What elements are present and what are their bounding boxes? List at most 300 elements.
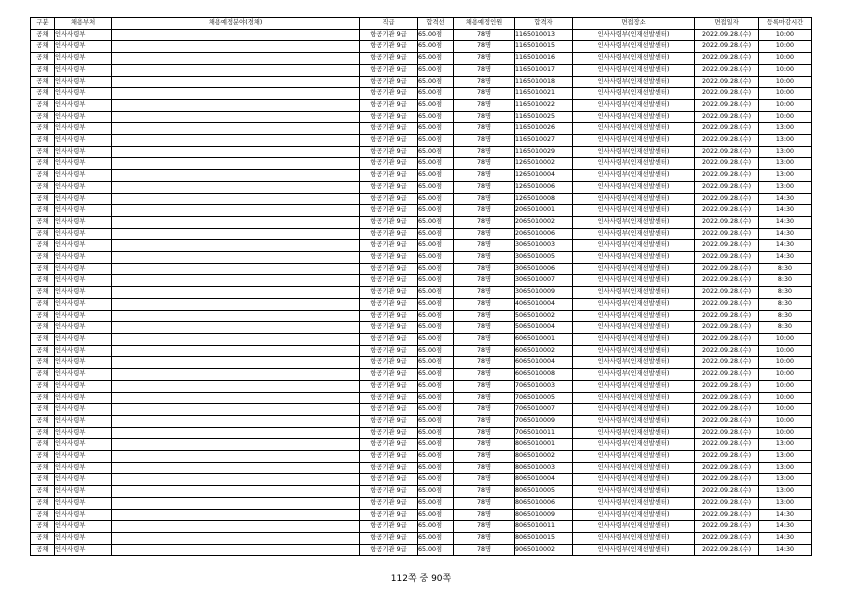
cell-grade: 항공기관 9급 bbox=[360, 298, 418, 310]
table-row bbox=[31, 53, 812, 65]
cell-planned-count: 78명 bbox=[454, 216, 515, 228]
cell-applicant-id: 9065010002 bbox=[515, 544, 573, 556]
cell-interview-date: 2022.09.28.(수) bbox=[695, 532, 759, 544]
cell-type: 공채 bbox=[31, 240, 55, 252]
cell-field bbox=[112, 298, 360, 310]
cell-applicant-id: 8065010009 bbox=[515, 509, 573, 521]
cell-field bbox=[112, 357, 360, 369]
table-row bbox=[31, 380, 812, 392]
cell-grade: 항공기관 9급 bbox=[360, 357, 418, 369]
cell-planned-count: 78명 bbox=[454, 41, 515, 53]
cell-cutoff: 65.00점 bbox=[418, 263, 454, 275]
table-header-row bbox=[31, 18, 812, 30]
cell-planned-count: 78명 bbox=[454, 228, 515, 240]
table-row bbox=[31, 322, 812, 334]
cell-applicant-id: 1165010018 bbox=[515, 76, 573, 88]
cell-applicant-id: 8065010004 bbox=[515, 474, 573, 486]
cell-cutoff: 65.00점 bbox=[418, 287, 454, 299]
cell-interview-place: 인사사령부(인재선발센터) bbox=[573, 474, 695, 486]
cell-grade: 항공기관 9급 bbox=[360, 439, 418, 451]
cell-deadline: 13:00 bbox=[759, 451, 812, 463]
cell-applicant-id: 6065010004 bbox=[515, 357, 573, 369]
cell-type: 공채 bbox=[31, 252, 55, 264]
cell-applicant-id: 8065010002 bbox=[515, 451, 573, 463]
cell-grade: 항공기관 9급 bbox=[360, 287, 418, 299]
cell-deadline: 10:00 bbox=[759, 29, 812, 41]
cell-grade: 항공기관 9급 bbox=[360, 228, 418, 240]
cell-interview-date: 2022.09.28.(수) bbox=[695, 474, 759, 486]
cell-field bbox=[112, 439, 360, 451]
table-row bbox=[31, 333, 812, 345]
cell-interview-place: 인사사령부(인재선발센터) bbox=[573, 333, 695, 345]
cell-grade: 항공기관 9급 bbox=[360, 345, 418, 357]
cell-field bbox=[112, 263, 360, 275]
cell-applicant-id: 1165010021 bbox=[515, 88, 573, 100]
cell-planned-count: 78명 bbox=[454, 345, 515, 357]
cell-deadline: 10:00 bbox=[759, 88, 812, 100]
cell-interview-place: 인사사령부(인재선발센터) bbox=[573, 135, 695, 147]
cell-applicant-id: 7065010003 bbox=[515, 380, 573, 392]
page-indicator: 112쪽 중 90쪽 bbox=[390, 574, 452, 584]
cell-field bbox=[112, 345, 360, 357]
cell-type: 공채 bbox=[31, 333, 55, 345]
cell-deadline: 10:00 bbox=[759, 76, 812, 88]
cell-planned-count: 78명 bbox=[454, 427, 515, 439]
cell-interview-date: 2022.09.28.(수) bbox=[695, 345, 759, 357]
cell-interview-date: 2022.09.28.(수) bbox=[695, 99, 759, 111]
cell-planned-count: 78명 bbox=[454, 205, 515, 217]
cell-applicant-id: 1165010013 bbox=[515, 29, 573, 41]
header-cutoff: 합격선 bbox=[418, 18, 454, 30]
cell-planned-count: 78명 bbox=[454, 404, 515, 416]
cell-planned-count: 78명 bbox=[454, 146, 515, 158]
cell-interview-date: 2022.09.28.(수) bbox=[695, 205, 759, 217]
cell-type: 공채 bbox=[31, 123, 55, 135]
cell-deadline: 13:00 bbox=[759, 170, 812, 182]
cell-type: 공채 bbox=[31, 135, 55, 147]
cell-planned-count: 78명 bbox=[454, 415, 515, 427]
table-row bbox=[31, 193, 812, 205]
cell-interview-date: 2022.09.28.(수) bbox=[695, 158, 759, 170]
cell-applicant-id: 1265010006 bbox=[515, 181, 573, 193]
cell-applicant-id: 2065010006 bbox=[515, 228, 573, 240]
cell-field bbox=[112, 404, 360, 416]
cell-field bbox=[112, 193, 360, 205]
cell-deadline: 10:00 bbox=[759, 427, 812, 439]
cell-applicant-id: 1165010025 bbox=[515, 111, 573, 123]
table-row bbox=[31, 216, 812, 228]
cell-interview-date: 2022.09.28.(수) bbox=[695, 322, 759, 334]
cell-interview-date: 2022.09.28.(수) bbox=[695, 287, 759, 299]
cell-department: 인사사령부 bbox=[55, 252, 112, 264]
cell-deadline: 13:00 bbox=[759, 474, 812, 486]
cell-grade: 항공기관 9급 bbox=[360, 333, 418, 345]
cell-interview-date: 2022.09.28.(수) bbox=[695, 146, 759, 158]
cell-planned-count: 78명 bbox=[454, 111, 515, 123]
cell-applicant-id: 6065010001 bbox=[515, 333, 573, 345]
cell-interview-place: 인사사령부(인재선발센터) bbox=[573, 29, 695, 41]
cell-planned-count: 78명 bbox=[454, 322, 515, 334]
cell-planned-count: 78명 bbox=[454, 333, 515, 345]
cell-field bbox=[112, 158, 360, 170]
cell-department: 인사사령부 bbox=[55, 99, 112, 111]
cell-deadline: 10:00 bbox=[759, 404, 812, 416]
cell-field bbox=[112, 216, 360, 228]
cell-department: 인사사령부 bbox=[55, 228, 112, 240]
cell-deadline: 14:30 bbox=[759, 509, 812, 521]
cell-planned-count: 78명 bbox=[454, 88, 515, 100]
cell-cutoff: 65.00점 bbox=[418, 88, 454, 100]
cell-type: 공채 bbox=[31, 41, 55, 53]
table-row bbox=[31, 228, 812, 240]
cell-department: 인사사령부 bbox=[55, 392, 112, 404]
cell-applicant-id: 2065010001 bbox=[515, 205, 573, 217]
cell-interview-date: 2022.09.28.(수) bbox=[695, 193, 759, 205]
cell-planned-count: 78명 bbox=[454, 252, 515, 264]
cell-applicant-id: 7065010011 bbox=[515, 427, 573, 439]
cell-interview-place: 인사사령부(인재선발센터) bbox=[573, 64, 695, 76]
cell-interview-date: 2022.09.28.(수) bbox=[695, 228, 759, 240]
cell-grade: 항공기관 9급 bbox=[360, 170, 418, 182]
cell-applicant-id: 1165010029 bbox=[515, 146, 573, 158]
cell-type: 공채 bbox=[31, 76, 55, 88]
table-row bbox=[31, 462, 812, 474]
cell-applicant-id: 2065010002 bbox=[515, 216, 573, 228]
cell-type: 공채 bbox=[31, 228, 55, 240]
cell-interview-place: 인사사령부(인재선발센터) bbox=[573, 380, 695, 392]
cell-interview-place: 인사사령부(인재선발센터) bbox=[573, 532, 695, 544]
cell-interview-date: 2022.09.28.(수) bbox=[695, 333, 759, 345]
cell-interview-place: 인사사령부(인재선발센터) bbox=[573, 298, 695, 310]
header-interview-date: 면접일자 bbox=[695, 18, 759, 30]
cell-cutoff: 65.00점 bbox=[418, 240, 454, 252]
cell-department: 인사사령부 bbox=[55, 170, 112, 182]
cell-planned-count: 78명 bbox=[454, 451, 515, 463]
cell-cutoff: 65.00점 bbox=[418, 333, 454, 345]
cell-type: 공채 bbox=[31, 88, 55, 100]
cell-field bbox=[112, 135, 360, 147]
cell-cutoff: 65.00점 bbox=[418, 64, 454, 76]
cell-cutoff: 65.00점 bbox=[418, 146, 454, 158]
cell-department: 인사사령부 bbox=[55, 345, 112, 357]
table-row bbox=[31, 181, 812, 193]
cell-interview-place: 인사사령부(인재선발센터) bbox=[573, 111, 695, 123]
cell-planned-count: 78명 bbox=[454, 123, 515, 135]
cell-deadline: 14:30 bbox=[759, 216, 812, 228]
cell-interview-place: 인사사령부(인재선발센터) bbox=[573, 322, 695, 334]
cell-cutoff: 65.00점 bbox=[418, 205, 454, 217]
cell-department: 인사사령부 bbox=[55, 263, 112, 275]
cell-interview-date: 2022.09.28.(수) bbox=[695, 439, 759, 451]
header-type: 구분 bbox=[31, 18, 55, 30]
cell-type: 공채 bbox=[31, 427, 55, 439]
cell-department: 인사사령부 bbox=[55, 439, 112, 451]
cell-field bbox=[112, 392, 360, 404]
cell-type: 공채 bbox=[31, 369, 55, 381]
cell-type: 공채 bbox=[31, 462, 55, 474]
cell-interview-place: 인사사령부(인재선발센터) bbox=[573, 357, 695, 369]
cell-deadline: 14:30 bbox=[759, 205, 812, 217]
cell-cutoff: 65.00점 bbox=[418, 275, 454, 287]
cell-cutoff: 65.00점 bbox=[418, 509, 454, 521]
cell-applicant-id: 7065010009 bbox=[515, 415, 573, 427]
cell-department: 인사사령부 bbox=[55, 111, 112, 123]
cell-applicant-id: 8065010011 bbox=[515, 521, 573, 533]
cell-cutoff: 65.00점 bbox=[418, 158, 454, 170]
cell-deadline: 8:30 bbox=[759, 322, 812, 334]
cell-department: 인사사령부 bbox=[55, 216, 112, 228]
cell-deadline: 10:00 bbox=[759, 64, 812, 76]
cell-applicant-id: 1165010017 bbox=[515, 64, 573, 76]
header-planned-count: 채용예정인원 bbox=[454, 18, 515, 30]
cell-applicant-id: 3065010006 bbox=[515, 263, 573, 275]
table-row bbox=[31, 170, 812, 182]
cell-type: 공채 bbox=[31, 275, 55, 287]
cell-grade: 항공기관 9급 bbox=[360, 135, 418, 147]
cell-field bbox=[112, 76, 360, 88]
table-row bbox=[31, 76, 812, 88]
cell-field bbox=[112, 88, 360, 100]
cell-applicant-id: 1265010004 bbox=[515, 170, 573, 182]
cell-department: 인사사령부 bbox=[55, 415, 112, 427]
cell-interview-date: 2022.09.28.(수) bbox=[695, 111, 759, 123]
cell-type: 공채 bbox=[31, 310, 55, 322]
cell-type: 공채 bbox=[31, 298, 55, 310]
cell-cutoff: 65.00점 bbox=[418, 123, 454, 135]
cell-field bbox=[112, 532, 360, 544]
cell-deadline: 8:30 bbox=[759, 298, 812, 310]
cell-grade: 항공기관 9급 bbox=[360, 509, 418, 521]
cell-planned-count: 78명 bbox=[454, 181, 515, 193]
header-interview-place: 면접장소 bbox=[573, 18, 695, 30]
cell-department: 인사사령부 bbox=[55, 369, 112, 381]
table-row bbox=[31, 544, 812, 556]
cell-planned-count: 78명 bbox=[454, 53, 515, 65]
cell-grade: 항공기관 9급 bbox=[360, 123, 418, 135]
cell-planned-count: 78명 bbox=[454, 135, 515, 147]
cell-department: 인사사령부 bbox=[55, 451, 112, 463]
table-row bbox=[31, 135, 812, 147]
cell-grade: 항공기관 9급 bbox=[360, 369, 418, 381]
cell-cutoff: 65.00점 bbox=[418, 170, 454, 182]
cell-deadline: 14:30 bbox=[759, 252, 812, 264]
cell-grade: 항공기관 9급 bbox=[360, 29, 418, 41]
cell-deadline: 13:00 bbox=[759, 181, 812, 193]
cell-interview-date: 2022.09.28.(수) bbox=[695, 123, 759, 135]
cell-interview-place: 인사사령부(인재선발센터) bbox=[573, 41, 695, 53]
cell-department: 인사사령부 bbox=[55, 462, 112, 474]
cell-interview-date: 2022.09.28.(수) bbox=[695, 170, 759, 182]
table-row bbox=[31, 427, 812, 439]
cell-applicant-id: 1165010026 bbox=[515, 123, 573, 135]
cell-deadline: 8:30 bbox=[759, 275, 812, 287]
cell-cutoff: 65.00점 bbox=[418, 369, 454, 381]
cell-interview-date: 2022.09.28.(수) bbox=[695, 310, 759, 322]
cell-department: 인사사령부 bbox=[55, 181, 112, 193]
cell-applicant-id: 3065010003 bbox=[515, 240, 573, 252]
cell-interview-place: 인사사령부(인재선발센터) bbox=[573, 287, 695, 299]
cell-grade: 항공기관 9급 bbox=[360, 462, 418, 474]
cell-interview-place: 인사사령부(인재선발센터) bbox=[573, 345, 695, 357]
table-row bbox=[31, 415, 812, 427]
cell-type: 공채 bbox=[31, 451, 55, 463]
cell-cutoff: 65.00점 bbox=[418, 41, 454, 53]
cell-cutoff: 65.00점 bbox=[418, 99, 454, 111]
table-row bbox=[31, 240, 812, 252]
cell-applicant-id: 8065010001 bbox=[515, 439, 573, 451]
cell-interview-place: 인사사령부(인재선발센터) bbox=[573, 76, 695, 88]
cell-applicant-id: 8065010006 bbox=[515, 497, 573, 509]
cell-interview-place: 인사사령부(인재선발센터) bbox=[573, 252, 695, 264]
cell-type: 공채 bbox=[31, 544, 55, 556]
cell-grade: 항공기관 9급 bbox=[360, 392, 418, 404]
cell-deadline: 13:00 bbox=[759, 462, 812, 474]
table-row bbox=[31, 29, 812, 41]
cell-interview-place: 인사사령부(인재선발센터) bbox=[573, 123, 695, 135]
cell-interview-place: 인사사령부(인재선발센터) bbox=[573, 404, 695, 416]
cell-type: 공채 bbox=[31, 322, 55, 334]
cell-grade: 항공기관 9급 bbox=[360, 322, 418, 334]
cell-interview-date: 2022.09.28.(수) bbox=[695, 263, 759, 275]
cell-deadline: 14:30 bbox=[759, 228, 812, 240]
cell-deadline: 14:30 bbox=[759, 521, 812, 533]
cell-grade: 항공기관 9급 bbox=[360, 88, 418, 100]
cell-interview-date: 2022.09.28.(수) bbox=[695, 64, 759, 76]
cell-field bbox=[112, 252, 360, 264]
cell-applicant-id: 8065010003 bbox=[515, 462, 573, 474]
cell-type: 공채 bbox=[31, 158, 55, 170]
cell-interview-place: 인사사령부(인재선발센터) bbox=[573, 181, 695, 193]
cell-interview-place: 인사사령부(인재선발센터) bbox=[573, 170, 695, 182]
cell-department: 인사사령부 bbox=[55, 123, 112, 135]
cell-field bbox=[112, 64, 360, 76]
cell-planned-count: 78명 bbox=[454, 357, 515, 369]
table-row bbox=[31, 252, 812, 264]
cell-applicant-id: 7065010007 bbox=[515, 404, 573, 416]
cell-type: 공채 bbox=[31, 497, 55, 509]
cell-type: 공채 bbox=[31, 357, 55, 369]
cell-deadline: 10:00 bbox=[759, 333, 812, 345]
cell-deadline: 10:00 bbox=[759, 357, 812, 369]
cell-cutoff: 65.00점 bbox=[418, 322, 454, 334]
cell-planned-count: 78명 bbox=[454, 509, 515, 521]
cell-applicant-id: 6065010002 bbox=[515, 345, 573, 357]
cell-interview-place: 인사사령부(인재선발센터) bbox=[573, 427, 695, 439]
cell-cutoff: 65.00점 bbox=[418, 451, 454, 463]
cell-planned-count: 78명 bbox=[454, 240, 515, 252]
cell-deadline: 10:00 bbox=[759, 111, 812, 123]
cell-deadline: 10:00 bbox=[759, 41, 812, 53]
cell-deadline: 8:30 bbox=[759, 287, 812, 299]
cell-interview-place: 인사사령부(인재선발센터) bbox=[573, 544, 695, 556]
cell-department: 인사사령부 bbox=[55, 64, 112, 76]
cell-deadline: 10:00 bbox=[759, 415, 812, 427]
cell-department: 인사사령부 bbox=[55, 298, 112, 310]
cell-grade: 항공기관 9급 bbox=[360, 205, 418, 217]
cell-interview-place: 인사사령부(인재선발센터) bbox=[573, 462, 695, 474]
cell-interview-date: 2022.09.28.(수) bbox=[695, 486, 759, 498]
cell-grade: 항공기관 9급 bbox=[360, 158, 418, 170]
table-row bbox=[31, 357, 812, 369]
cell-interview-place: 인사사령부(인재선발센터) bbox=[573, 240, 695, 252]
cell-deadline: 10:00 bbox=[759, 345, 812, 357]
table-row bbox=[31, 263, 812, 275]
cell-department: 인사사령부 bbox=[55, 322, 112, 334]
cell-department: 인사사령부 bbox=[55, 521, 112, 533]
cell-grade: 항공기관 9급 bbox=[360, 486, 418, 498]
cell-interview-date: 2022.09.28.(수) bbox=[695, 380, 759, 392]
cell-interview-date: 2022.09.28.(수) bbox=[695, 252, 759, 264]
cell-deadline: 10:00 bbox=[759, 369, 812, 381]
cell-field bbox=[112, 333, 360, 345]
cell-interview-date: 2022.09.28.(수) bbox=[695, 275, 759, 287]
cell-cutoff: 65.00점 bbox=[418, 181, 454, 193]
cell-applicant-id: 4065010004 bbox=[515, 298, 573, 310]
cell-field bbox=[112, 509, 360, 521]
cell-planned-count: 78명 bbox=[454, 310, 515, 322]
cell-interview-date: 2022.09.28.(수) bbox=[695, 135, 759, 147]
cell-field bbox=[112, 99, 360, 111]
cell-cutoff: 65.00점 bbox=[418, 216, 454, 228]
cell-grade: 항공기관 9급 bbox=[360, 240, 418, 252]
cell-field bbox=[112, 53, 360, 65]
cell-cutoff: 65.00점 bbox=[418, 497, 454, 509]
cell-planned-count: 78명 bbox=[454, 474, 515, 486]
cell-department: 인사사령부 bbox=[55, 532, 112, 544]
cell-type: 공채 bbox=[31, 532, 55, 544]
cell-planned-count: 78명 bbox=[454, 486, 515, 498]
cell-interview-place: 인사사령부(인재선발센터) bbox=[573, 392, 695, 404]
cell-type: 공채 bbox=[31, 263, 55, 275]
cell-department: 인사사령부 bbox=[55, 486, 112, 498]
cell-type: 공채 bbox=[31, 404, 55, 416]
cell-field bbox=[112, 521, 360, 533]
cell-cutoff: 65.00점 bbox=[418, 310, 454, 322]
cell-cutoff: 65.00점 bbox=[418, 76, 454, 88]
cell-cutoff: 65.00점 bbox=[418, 415, 454, 427]
cell-interview-place: 인사사령부(인재선발센터) bbox=[573, 369, 695, 381]
cell-type: 공채 bbox=[31, 439, 55, 451]
cell-field bbox=[112, 427, 360, 439]
cell-deadline: 8:30 bbox=[759, 310, 812, 322]
cell-interview-place: 인사사령부(인재선발센터) bbox=[573, 216, 695, 228]
cell-deadline: 13:00 bbox=[759, 158, 812, 170]
cell-interview-date: 2022.09.28.(수) bbox=[695, 451, 759, 463]
cell-grade: 항공기관 9급 bbox=[360, 532, 418, 544]
table-row bbox=[31, 404, 812, 416]
cell-cutoff: 65.00점 bbox=[418, 427, 454, 439]
cell-planned-count: 78명 bbox=[454, 544, 515, 556]
cell-interview-place: 인사사령부(인재선발센터) bbox=[573, 263, 695, 275]
table-row bbox=[31, 532, 812, 544]
cell-department: 인사사령부 bbox=[55, 88, 112, 100]
cell-interview-place: 인사사령부(인재선발센터) bbox=[573, 193, 695, 205]
cell-interview-date: 2022.09.28.(수) bbox=[695, 415, 759, 427]
cell-grade: 항공기관 9급 bbox=[360, 474, 418, 486]
cell-department: 인사사령부 bbox=[55, 404, 112, 416]
cell-interview-date: 2022.09.28.(수) bbox=[695, 88, 759, 100]
cell-field bbox=[112, 415, 360, 427]
cell-grade: 항공기관 9급 bbox=[360, 146, 418, 158]
cell-planned-count: 78명 bbox=[454, 392, 515, 404]
cell-grade: 항공기관 9급 bbox=[360, 415, 418, 427]
cell-planned-count: 78명 bbox=[454, 193, 515, 205]
cell-deadline: 14:30 bbox=[759, 240, 812, 252]
cell-planned-count: 78명 bbox=[454, 439, 515, 451]
cell-deadline: 13:00 bbox=[759, 123, 812, 135]
cell-grade: 항공기관 9급 bbox=[360, 544, 418, 556]
header-deadline: 등록마감시간 bbox=[759, 18, 812, 30]
